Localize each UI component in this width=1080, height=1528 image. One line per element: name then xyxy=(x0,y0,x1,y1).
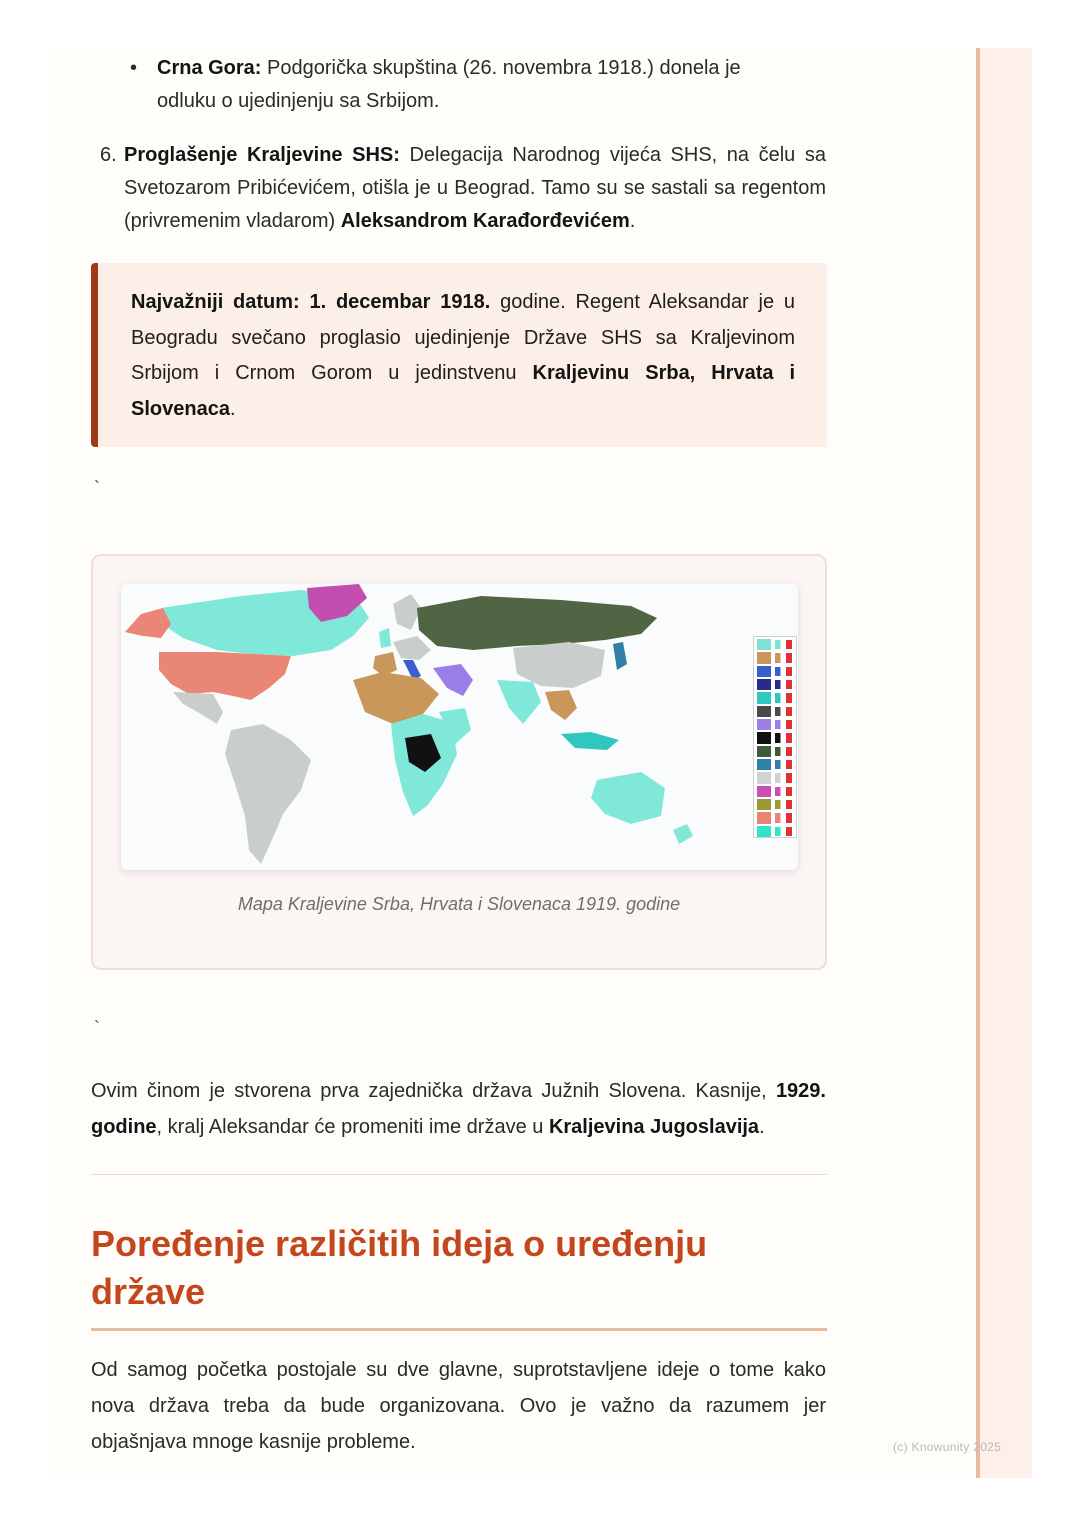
legend-swatch xyxy=(757,652,771,663)
list-number: 6. xyxy=(100,144,117,166)
map-region-south-america xyxy=(225,724,311,864)
legend-swatch xyxy=(757,732,771,743)
legend-entry xyxy=(757,706,793,717)
map-region-russia xyxy=(417,596,657,650)
world-map-svg xyxy=(121,584,798,870)
legend-entry xyxy=(757,666,793,677)
section-divider xyxy=(91,1174,827,1175)
item-end: . xyxy=(629,210,636,232)
map-region-se-asia xyxy=(545,690,577,720)
important-date-callout xyxy=(91,263,827,447)
watermark: (c) Knowunity 2025 xyxy=(893,1440,1002,1454)
map-region-india xyxy=(497,680,541,724)
map-region-britain xyxy=(379,628,391,648)
legend-flag-icon xyxy=(775,640,792,649)
legend-entry xyxy=(757,786,793,797)
stray-backtick: ` xyxy=(94,478,100,498)
callout-end: . xyxy=(229,397,236,420)
paragraph-yugoslavia xyxy=(91,1073,826,1145)
callout-bold-name: Kraljevinu Srba, Hrvata i Slovenaca xyxy=(131,362,796,420)
legend-flag-icon xyxy=(775,773,792,782)
para-text: Ovim činom je stvorena prva zajednička država Južnih Slovena. Kasnije, xyxy=(91,1080,776,1102)
item-label: Proglašenje Kraljevine SHS: xyxy=(124,144,400,166)
map-figure xyxy=(91,554,827,970)
legend-entry xyxy=(757,772,793,783)
callout-text: godine. Regent Aleksandar je u Beogradu svečano proglasio ujedinjenje Države SHS sa Kraljevinom Srbijom i Crnom Gorom u jedinstvenu xyxy=(131,291,795,384)
para-bold-name: Kraljevina Jugoslavija xyxy=(548,1116,760,1138)
right-margin-bar xyxy=(976,48,1032,1478)
map-region-new-zealand xyxy=(673,824,693,844)
legend-flag-icon xyxy=(775,800,792,809)
map-region-central-europe xyxy=(393,636,431,660)
stray-backtick: ` xyxy=(94,1018,100,1038)
section-heading: Poređenje različitih ideja o uređenju države xyxy=(91,1223,708,1312)
legend-swatch xyxy=(757,639,771,650)
map-region-ottoman xyxy=(433,664,473,696)
legend-entry xyxy=(757,812,793,823)
legend-flag-icon xyxy=(775,813,792,822)
legend-flag-icon xyxy=(775,760,792,769)
legend-entry xyxy=(757,759,793,770)
legend-entry xyxy=(757,799,793,810)
item-bold-name: Aleksandrom Karađorđevićem xyxy=(340,210,630,232)
legend-entry xyxy=(757,652,793,663)
legend-flag-icon xyxy=(775,693,792,702)
bullet-label: Crna Gora: xyxy=(157,57,262,79)
legend-flag-icon xyxy=(775,827,792,836)
legend-swatch xyxy=(757,746,771,757)
legend-entry xyxy=(757,719,793,730)
legend-swatch xyxy=(757,679,771,690)
bullet-dot-icon: • xyxy=(130,57,138,79)
legend-flag-icon xyxy=(775,667,792,676)
legend-swatch xyxy=(757,719,771,730)
callout-lead: Najvažniji datum: 1. decembar 1918. xyxy=(131,291,491,313)
legend-entry xyxy=(757,826,793,837)
list-item-6 xyxy=(100,139,826,238)
map-region-australia xyxy=(591,772,665,824)
figure-caption: Mapa Kraljevine Srba, Hrvata i Slovenaca 1919. godine xyxy=(237,894,681,914)
legend-swatch xyxy=(757,786,771,797)
paragraph-ideas: Od samog početka postojale su dve glavne, suprotstavljene ideje o tome kako nova država treba da bude organizovana. Ovo je važno da razumem jer objašnjava mnoge kasnije probleme. xyxy=(91,1359,826,1453)
map-legend xyxy=(753,636,797,838)
para-bold-year: 1929. godine xyxy=(91,1080,826,1138)
para-end: . xyxy=(759,1116,765,1138)
map-region-scandinavia xyxy=(393,594,421,630)
map-region-china xyxy=(513,642,605,688)
map-region-mexico xyxy=(173,692,223,724)
para-text: , kralj Aleksandar će promeniti ime države u xyxy=(156,1116,549,1138)
legend-flag-icon xyxy=(775,680,792,689)
legend-entry xyxy=(757,692,793,703)
legend-entry xyxy=(757,746,793,757)
legend-flag-icon xyxy=(775,733,792,742)
world-map xyxy=(121,584,798,870)
legend-swatch xyxy=(757,826,771,837)
map-region-alaska xyxy=(125,608,171,638)
legend-swatch xyxy=(757,799,771,810)
legend-flag-icon xyxy=(775,653,792,662)
legend-swatch xyxy=(757,706,771,717)
legend-entry xyxy=(757,732,793,743)
bullet-crna-gora xyxy=(130,52,790,118)
legend-swatch xyxy=(757,692,771,703)
heading-underline xyxy=(91,1328,827,1331)
legend-flag-icon xyxy=(775,720,792,729)
legend-flag-icon xyxy=(775,787,792,796)
legend-swatch xyxy=(757,812,771,823)
bullet-text: Podgorička skupština (26. novembra 1918.) donela je odluku o ujedinjenju sa Srbijom. xyxy=(157,57,741,112)
legend-flag-icon xyxy=(775,707,792,716)
legend-swatch xyxy=(757,759,771,770)
legend-flag-icon xyxy=(775,747,792,756)
legend-entry xyxy=(757,639,793,650)
map-region-japan xyxy=(613,642,627,670)
map-region-indonesia xyxy=(561,732,619,750)
legend-swatch xyxy=(757,772,771,783)
legend-entry xyxy=(757,679,793,690)
item-text: Delegacija Narodnog vijeća SHS, na čelu sa Svetozarom Pribićevićem, otišla je u Beograd. Tamo su se sastali sa regentom (privremenim vladarom) xyxy=(124,144,826,232)
legend-swatch xyxy=(757,666,771,677)
